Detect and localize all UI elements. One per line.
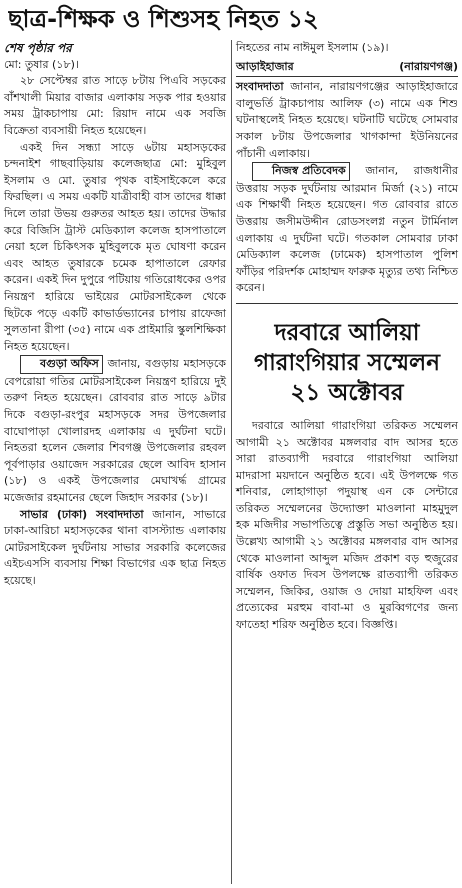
story-headline-line: ২১ অক্টোবর xyxy=(290,379,404,406)
paragraph xyxy=(4,507,226,590)
paragraph: মো: তুষার (১৮)। xyxy=(4,57,79,71)
paragraph: নিহতের নাম নাঈমুল ইসলাম (১৯)। xyxy=(236,41,389,54)
story-headline xyxy=(236,318,458,408)
paragraph: দরবারে আলিয়া গারাংগিয়া তরিকত সম্মেলন আগামী ২১ অক্টোবর মঙ্গলবার বাদ আসর হতে সারা রাতব্যাপী দরবারে গারাংগিয়া আলিয়া মাদরাসা ময়দানে অনুষ্ঠিত হবে। এই উপলক্ষে গত শনিবার, লোহাগাড়া পদুয়াস্থ এন কে সেন্টারে তরিকত সম্মেলনের উদ্যোক্তা মাওলানা মাহমুদুল হক মজিদীর সভাপতিত্বে প্রস্তুতি সভা অনুষ্ঠিত হয়। উল্লেখ্য আগামী ২১ অক্টোবর মঙ্গলবার বাদ আসর থেকে মাওলানা আব্দুল মজিদ প্রকাশ বড় হুজুরের বার্ষিক ওফাত দিবস উপলক্ষে রাতব্যাপী তরিকত সম্মেলন, জিকির, ওয়াজ ও দোয়া মাহফিল এবং প্রত্যেকের মরহুম বাবা-মা ও মুরব্বিগণের জন্য ফাতেহা শরিফ অনুষ্ঠিত হবে। বিজ্ঞপ্তি। xyxy=(236,418,458,632)
dateline-district: (নারায়ণগঞ্জ) xyxy=(399,59,458,73)
dateline-subhead xyxy=(236,59,458,78)
paragraph-text: জানান, নারায়ণগঞ্জের আড়াইহাজারে বালুভর্তি ট্রাকচাপায় আলিফ (৩) নামে এক শিশু ঘটনাস্থলেই নিহত হয়েছে। ঘটনাটি ঘটেছে সোমবার সকাল ৮টায় উপজেলার খাগকান্দা ইউনিয়নের পাঁচানী এলাকায়। xyxy=(236,80,458,160)
column-divider xyxy=(231,40,232,884)
paragraph xyxy=(4,355,226,506)
paragraph-text: জানায়, বগুড়ায় মহাসড়কে বেপরোয়া গতির মোটরসাইকেল নিয়ন্ত্রণ হারিয়ে দুই তরুণ নিহত হয়েছেন। রোববার রাত সাড়ে ৯টার দিকে বগুড়া-রংপুর মহাসড়কে সদর উপজেলার বাঘোপাড়া খোলারদহ এলাকায় এ দুর্ঘটনা ঘটে। নিহতরা হলেন জেলার শিবগঞ্জ উপজেলার রহবল পূর্বপাড়ার ওয়াজেদ সরকারের ছেলে আবিদ হাসান (১৮) ও একই উপজেলার মেঘাখর্দ্ধ গ্রামের মজেজার রহমানের ছেলে জিহাদ সরকার (১৮)। xyxy=(4,357,226,505)
paragraph: একই দিন সন্ধ্যা সাড়ে ৬টায় মহাসড়কের চন্দনাইশ গাছবাড়িয়ায় কলেজছাত্র মো: মুহিবুল ইসলাম ও মো. তুষার পৃথক বাইসাইকেলে করে ফিরছিল। এ সময় একটি যাত্রীবাহী বাস তাদের ধাক্কা দিলে তারা উভয় গুরুতর আহত হয়। তাদের উদ্ধার করে বিজিসি ট্রাস্ট মেডিক্যাল কলেজ হাসপাতালে নেয়া হলে চিকিৎসক মুহিবুলকে মৃত ঘোষণা করেন এবং আহত তুষারকে চমেক হাপাতালে রেফার করেন। একই দিন দুপুরে পটিয়ায় গতিরোধকের ওপর নিয়ন্ত্রণ হারিয়ে ভাইয়ের মোটরসাইকেল থেকে ছিটকে পড়ে একটি কাভার্ডভ্যানের চাপায় রাফেজা সুলতানা রীপা (৩৫) নামে এক প্রাইমারি স্কুলশিক্ষিকা নিহত হয়েছেন। xyxy=(4,140,226,353)
continuation-kicker: শেষ পৃষ্ঠার পর xyxy=(4,41,72,55)
paragraph: ২৮ সেপ্টেম্বর রাত সাড়ে ৮টায় পিএবি সড়কের বাঁশখালী মিয়ার বাজার এলাকায় সড়ক পার হওয়ার সময় ট্রাকচাপায় মো: রিয়াদ নামে এক সবজি বিক্রেতা ব্যবসায়ী নিহত হয়েছেন। xyxy=(4,74,226,137)
byline: নিজস্ব প্রতিবেদক xyxy=(252,162,350,181)
paragraph xyxy=(236,162,458,297)
story-headline-line: গারাংগিয়ার সম্মেলন xyxy=(254,349,440,376)
story-separator xyxy=(236,303,458,304)
byline: সাভার (ঢাকা) সংবাদদাতা xyxy=(20,507,144,521)
byline: বগুড়া অফিস xyxy=(20,355,103,374)
headline: ছাত্র-শিক্ষক ও শিশুসহ নিহত ১২ xyxy=(8,5,319,33)
story-headline-line: দরবারে আলিয়া xyxy=(274,319,420,346)
paragraph xyxy=(236,79,458,162)
dateline-place: আড়াইহাজার xyxy=(236,59,294,73)
right-column xyxy=(236,40,458,634)
byline: সংবাদদাতা xyxy=(236,80,284,94)
paragraph-text: জানান, সাভারে ঢাকা-আরিচা মহাসড়কের থানা বাসস্ট্যান্ড এলাকায় মোটরসাইকেল দুর্ঘটনায় সাভার সরকারি কলেজের এইচএসসি ব্যবসায় শিক্ষা বিভাগের এক ছাত্র নিহত হয়েছে। xyxy=(4,507,226,587)
left-column xyxy=(4,40,226,590)
paragraph-text: জানান, রাজধানীর উত্তরায় সড়ক দুর্ঘটনায় আরমান মির্জা (২১) নামে এক শিক্ষার্থী নিহত হয়েছেন। গত রোববার রাতে উত্তরায় জসীমউদ্দীন রোডসংলগ্ন নতুন টার্মিনাল এলাকায় এ দুর্ঘটনা ঘটে। গতকাল সোমবার ঢাকা মেডিক্যাল কলেজ (ঢামেক) হাসপাতাল পুলিশ ফাঁড়ির পরিদর্শক মোহাম্মদ ফারুক মৃত্যুর তথ্য নিশ্চিত করেন। xyxy=(236,164,458,295)
